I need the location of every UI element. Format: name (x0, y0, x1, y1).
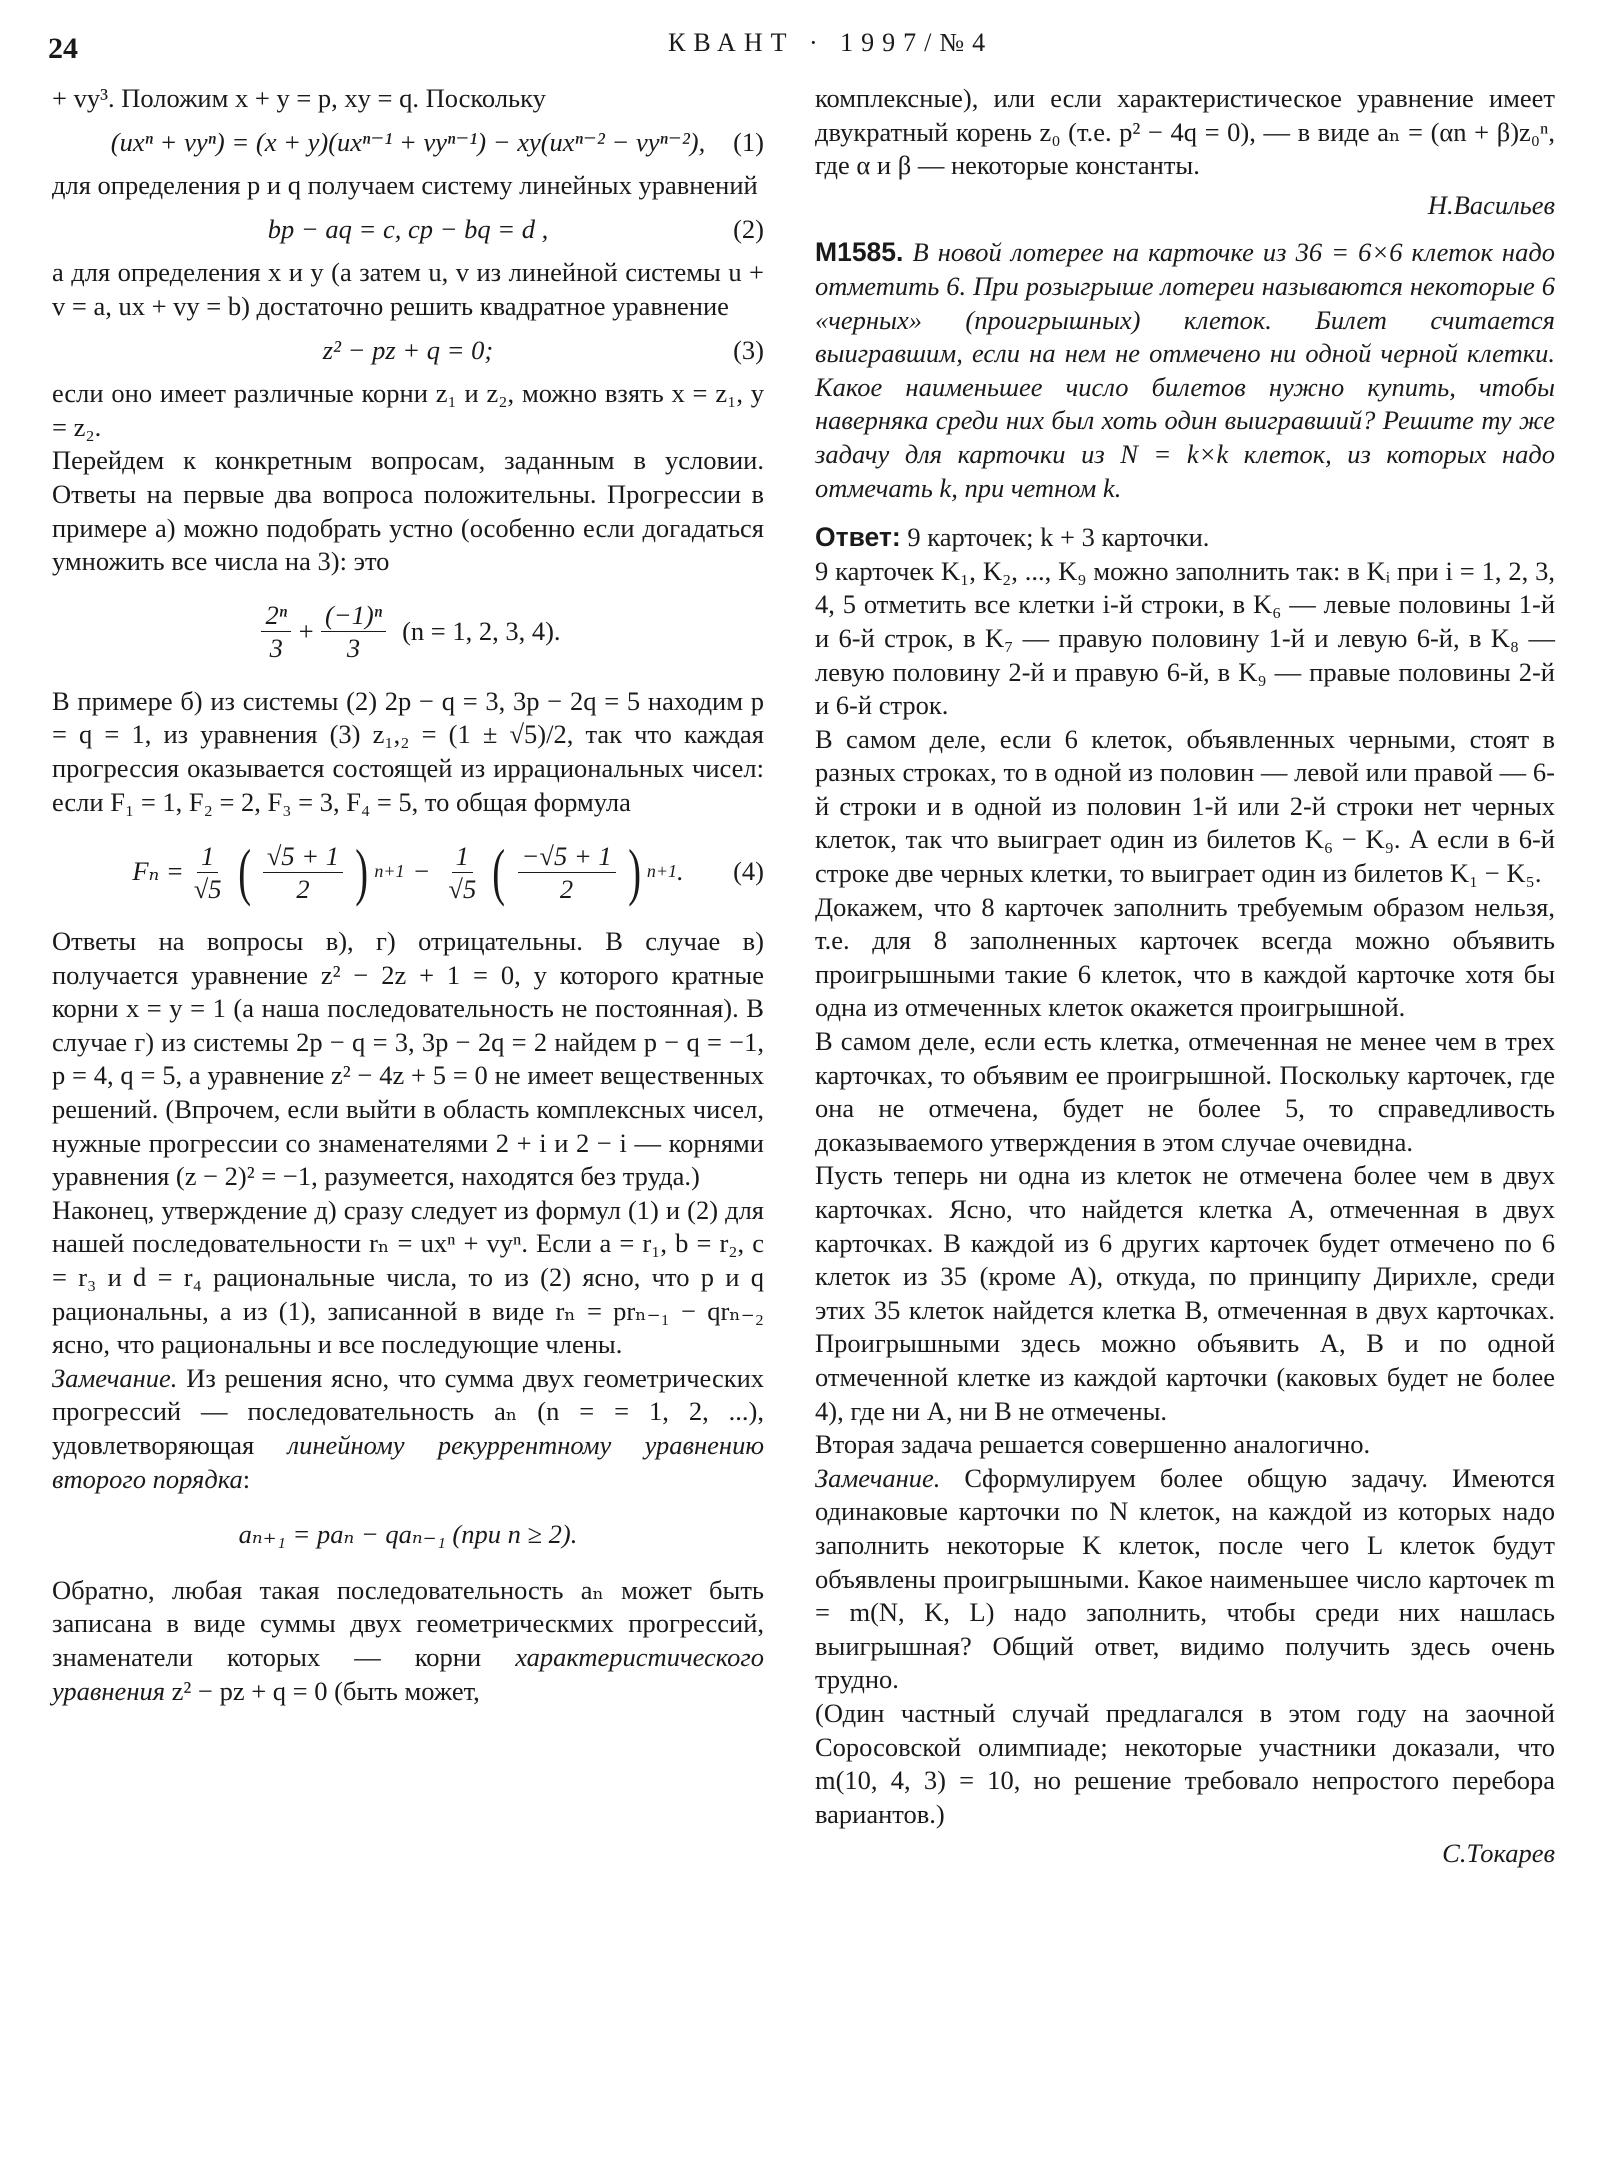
spacer (815, 505, 1555, 521)
paragraph: 9 карточек K₁, K₂, ..., K₉ можно заполнить так: в Kᵢ при i = 1, 2, 3, 4, 5 отметить все клетки i-й строки, в K₆ — левые половины 1-й и 6-й строк, в K₇ — правую половину 1-й и левую 6-й, в K₈ — левую половину 2-й и правую 6-й, в K₉ — правые половины 2-й и 6-й строк. (815, 555, 1555, 721)
fraction (263, 840, 343, 905)
paragraph: Пусть теперь ни одна из клеток не отмечена более чем в двух карточках. Ясно, что найдется клетка A, отмеченная в двух карточках. В каждой из 6 других карточек будет отмечено по 6 клеток из 35 (кроме A), откуда, по принципу Дирихле, среди этих 35 клеток найдется клетка B, отмеченная в двух карточках. Проигрышными здесь можно объявить A, B и по одной отмеченной клетке из каждой карточки (каковых будет не более 4), где ни A, ни B не отмечены. (815, 1160, 1555, 1426)
fraction-denominator: 2 (296, 873, 310, 904)
exponent: n+1 (646, 861, 678, 882)
paragraph: + vy³. Положим x + y = p, xy = q. Поскольку (52, 83, 546, 113)
equation-number: (4) (733, 856, 764, 887)
fraction-denominator: √5 (193, 873, 222, 904)
paragraph (52, 1574, 764, 1708)
paragraph: комплексные), или если характеристическое уравнение имеет двукратный корень z₀ (т.е. p² − 4q = 0), — в виде aₙ = (αn + β)z₀ⁿ, где α и β — некоторые константы. (815, 83, 1555, 181)
paragraph: для определения p и q получаем систему линейных уравнений (52, 170, 758, 201)
paragraph-text: Обратно, любая такая последовательность aₙ может быть записана в виде суммы двух геометрическмих прогрессий, знаменатели которых — корни (52, 1574, 764, 1672)
fraction (444, 840, 480, 905)
fraction (518, 840, 616, 905)
equation-1 (52, 126, 764, 160)
fraction-denominator: 2 (559, 873, 574, 904)
minus-sign: − (412, 856, 431, 887)
equation-1-body: (uxⁿ + vyⁿ) = (x + y)(uxⁿ⁻¹ + vyⁿ⁻¹) − xy(uxⁿ⁻² − vyⁿ⁻²), (110, 126, 706, 157)
fraction-numerator: 1 (197, 840, 218, 873)
page-number: 24 (48, 32, 78, 65)
plus-sign: + (297, 615, 315, 646)
remark-text: : (242, 1463, 251, 1494)
equation-2 (52, 213, 764, 247)
fraction (321, 599, 386, 664)
fraction-numerator: √5 + 1 (263, 840, 343, 873)
paragraph: (Один частный случай предлагался в этом году на заочной Соросовской олимпиаде; некоторые участники доказали, что m(10, 4, 3) = 10, но решение требовало непростого перебора вариантов.) (815, 1697, 1555, 1829)
paragraph: а для определения x и y (а затем u, v из линейной системы u + v = a, ux + vy = b) достаточно решить квадратное уравнение (52, 257, 764, 321)
paragraph-emphasis: характеристического уравнения (52, 1641, 764, 1706)
equation-recurrence (52, 1518, 764, 1552)
remark-lead: Замечание. (52, 1362, 178, 1393)
equation-number: (1) (733, 126, 764, 157)
right-paren: ) (355, 836, 369, 908)
left-paren: ( (492, 836, 506, 908)
paragraph: если оно имеет различные корни z₁ и z₂, можно взять x = z₁, y = z₂. (52, 378, 764, 442)
answer-label: Ответ: (815, 522, 901, 553)
fraction-denominator: 3 (346, 633, 361, 664)
page-header (48, 28, 1552, 68)
fraction (261, 599, 291, 664)
paragraph: В самом деле, если есть клетка, отмеченная не менее чем в трех карточках, то объявим ее проигрышной. Поскольку карточек, где она не отмечена, будет не более 5, то справедливость доказываемого утверждения в этом случае очевидна. (815, 1026, 1555, 1157)
paragraph: Ответы на вопросы в), г) отрицательны. В случае в) получается уравнение z² − 2z + 1 = 0, у которого кратные корни x = y = 1 (а наша последовательность не постоянная). В случае г) из системы 2p − q = 3, 3p − 2q = 2 найдем p − q = −1, p = 4, q = 5, а уравнение z² − 4z + 5 = 0 не имеет вещественных решений. (Впрочем, если выйти в область комплексных чисел, нужные прогрессии со знаменателями 2 + i и 2 − i — корнями уравнения (z − 2)² = −1, разумеется, находятся без труда.) (52, 926, 764, 1192)
paragraph: В самом деле, если 6 клеток, объявленных черными, стоят в разных строках, то в одной из половин — левой или правой — 6-й строки и в одной из половин 1-й или 2-й строки нет черных клеток, так что выиграет один из билетов K₆ − K₉. А если в 6-й строке две черных клетки, то выиграет один из билетов K₁ − K₅. (815, 723, 1555, 889)
paragraph: Перейдем к конкретным вопросам, заданным в условии. Ответы на первые два вопроса положительны. Прогрессии в примере а) можно подобрать устно (особенно если догадаться умножить все числа на 3): это (52, 445, 764, 577)
equation-number: (2) (733, 213, 764, 244)
exponent: n+1 (374, 861, 405, 882)
remark-lead: Замечание. (815, 1462, 941, 1493)
formula-end: . (677, 856, 684, 887)
remark-paragraph (815, 1462, 1555, 1697)
answer-text: 9 карточек; k + 3 карточки. (907, 522, 1210, 553)
paragraph: Докажем, что 8 карточек заполнить требуемым образом нельзя, т.е. для 8 заполненных карточек всегда можно объявить проигрышными такие 6 клеток, что в каждой карточке хотя бы одна из отмеченных клеток окажется проигрышной. (815, 891, 1555, 1023)
right-column (815, 82, 1555, 1885)
right-paren: ) (627, 836, 641, 908)
fraction-numerator: (−1)ⁿ (321, 599, 386, 632)
equation-3 (52, 334, 764, 368)
fraction-numerator: 2ⁿ (261, 599, 291, 632)
problem-statement (815, 236, 1555, 505)
paragraph: Наконец, утверждение д) сразу следует из формул (1) и (2) для нашей последовательности rₙ = uxⁿ + vyⁿ. Если a = r₁, b = r₂, c = r₃ и d = r₄ рациональные числа, то из (2) ясно, что p и q рациональны, а из (1), записанной в виде rₙ = prₙ₋₁ − qrₙ₋₂ ясно, что рациональны и все последующие члены. (52, 1194, 764, 1360)
author-signature: Н.Васильев (1427, 189, 1555, 220)
remark-paragraph (52, 1362, 764, 1496)
running-head: КВАНТ · 1997/№4 (668, 28, 994, 57)
fraction-denominator: 3 (269, 633, 283, 664)
equation-3-body: z² − pz + q = 0; (322, 334, 494, 365)
left-paren: ( (237, 836, 251, 908)
paragraph: Вторая задача решается совершенно аналогично. (815, 1429, 1371, 1460)
equation-2-body: bp − aq = c, cp − bq = d , (267, 213, 549, 244)
answer (815, 521, 1555, 555)
equation-recurrence-body: aₙ₊₁ = paₙ − qaₙ₋₁ (при n ≥ 2). (238, 1519, 578, 1550)
fraction-numerator: 1 (452, 840, 473, 873)
paragraph-text: z² − pz + q = 0 (быть может, (171, 1675, 480, 1706)
author-signature: С.Токарев (1442, 1838, 1555, 1869)
formula-fibonacci (52, 837, 764, 907)
remark-emphasis: линейному рекуррентному уравнению второго порядка (52, 1430, 765, 1494)
remark-text: Сформулируем более общую задачу. Имеются одинаковые карточки по N клеток, на каждой из которых надо заполнить некоторые K клеток, после чего L клеток будут объявлены проигрышными. Какое наименьшее число карточек m = m(N, K, L) надо заполнить, чтобы среди них нашлась выигрышная? Общий ответ, видимо получить здесь очень трудно. (815, 1462, 1555, 1695)
fraction (190, 840, 226, 905)
formula-progressions (52, 597, 764, 667)
remark-text: Из решения ясно, что сумма двух геометрических прогрессий — последовательность aₙ (n = = 1, 2, ...), удовлетворяющая (52, 1362, 765, 1460)
fraction-numerator: −√5 + 1 (518, 840, 616, 873)
problem-text: В новой лотерее на карточке из 36 = 6×6 клеток надо отметить 6. При розыгрыше лотереи называются некоторые 6 «черных» (проигрышных) клеток. Билет считается выигравшим, если на нем не отмечено ни одной черной клетки. Какое наименьшее число билетов нужно купить, чтобы наверняка среди них был хоть один выигравший? Решите ту же задачу для карточки из N = k×k клеток, из которых надо отмечать k, при четном k. (815, 237, 1555, 503)
fraction-denominator: √5 (448, 873, 477, 904)
left-column (52, 82, 764, 1708)
problem-id: М1585. (815, 237, 904, 268)
formula-tail: (n = 1, 2, 3, 4). (402, 615, 561, 646)
formula-lhs: Fₙ = (132, 856, 184, 887)
paragraph: В примере б) из системы (2) 2p − q = 3, 3p − 2q = 5 находим p = q = 1, из уравнения (3) z₁,₂ = (1 ± √5)/2, так что каждая прогрессия оказывается состоящей из иррациональных чисел: если F₁ = 1, F₂ = 2, F₃ = 3, F₄ = 5, то общая формула (52, 685, 764, 817)
equation-number: (3) (733, 334, 764, 365)
